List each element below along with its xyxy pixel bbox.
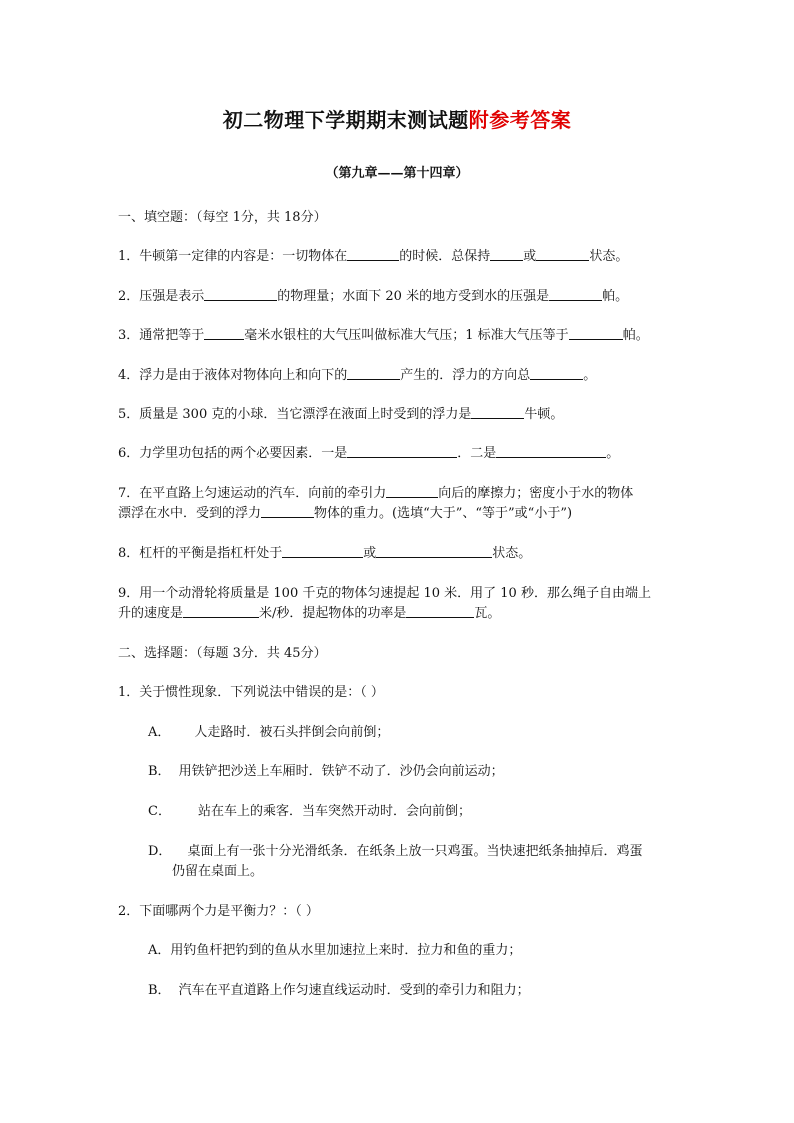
mc1-option-d: D． 桌面上有一张十分光滑纸条．在纸条上放一只鸡蛋。当快速把纸条抽掉后．鸡蛋 <box>148 844 643 859</box>
question-4: 4．浮力是由于液体对物体向上和向下的 产生的．浮力的方向总 。 <box>118 368 597 383</box>
mc2-stem: 2．下面哪两个力是平衡力？：（ ） <box>118 904 319 919</box>
answer-blank <box>282 544 363 558</box>
answer-blank <box>569 326 623 340</box>
section1-header: 一、填空题：（每空 1分，共 18分） <box>118 210 327 225</box>
question-6: 6．力学里功包括的两个必要因素．一是 ．二是 。 <box>118 446 620 461</box>
answer-blank <box>261 504 314 518</box>
mc1-option-c: C． 站在车上的乘客．当车突然开动时．会向前倒； <box>148 804 471 819</box>
answer-blank <box>386 484 438 498</box>
question-1: 1．牛顿第一定律的内容是：一切物体在 的时候．总保持 或 状态。 <box>118 249 629 264</box>
mc2-option-b: B． 汽车在平直道路上作匀速直线运动时．受到的牵引力和阻力； <box>148 983 530 998</box>
option-letter: B． <box>148 764 171 779</box>
answer-blank <box>406 604 474 618</box>
section2-header: 二、选择题：（每题 3分．共 45分） <box>118 646 327 661</box>
mc1-option-a: A． 人走路时．被石头拌倒会向前倒； <box>148 725 390 740</box>
question-3: 3．通常把等于 毫米水银柱的大气压叫做标准大气压；1 标准大气压等于 帕。 <box>118 328 649 343</box>
chapter-range: （第九章——第十四章） <box>325 166 469 181</box>
answer-blank <box>347 247 399 261</box>
answer-blank <box>536 247 589 261</box>
page-title <box>0 104 794 133</box>
mc1-stem: 1．关于惯性现象．下列说法中错误的是：（ ） <box>118 685 384 700</box>
mc1-option-d-cont: 仍留在桌面上。 <box>172 864 264 879</box>
question-2: 2．压强是表示 的物理量；水面下 20 米的地方受到水的压强是 帕。 <box>118 289 629 304</box>
question-7-line2: 漂浮在水中．受到的浮力 物体的重力。(选填“大于”、“等于”或“小于”) <box>118 506 573 521</box>
question-5: 5．质量是 300 克的小球．当它漂浮在液面上时受到的浮力是 牛顿。 <box>118 407 564 422</box>
answer-blank <box>376 544 492 558</box>
option-letter: B． <box>148 983 171 998</box>
answer-blank <box>496 444 606 458</box>
answer-blank <box>490 247 523 261</box>
option-letter: C． <box>148 804 171 819</box>
answer-blank <box>204 287 277 301</box>
question-9-line2: 升的速度是 米/秒．提起物体的功率是 瓦。 <box>118 606 501 621</box>
answer-blank <box>530 366 583 380</box>
question-7-line1: 7．在平直路上匀速运动的汽车．向前的牵引力 向后的摩擦力；密度小于水的物体 <box>118 486 634 501</box>
option-letter: D． <box>148 844 172 859</box>
title-main: 初二物理下学期期末测试题 <box>222 108 469 132</box>
mc2-option-a: A．用钓鱼杆把钓到的鱼从水里加速拉上来时．拉力和鱼的重力； <box>148 943 522 958</box>
question-9-line1: 9．用一个动滑轮将质量是 100 千克的物体匀速提起 10 米．用了 10 秒．那么绳子自由端上 <box>118 586 651 601</box>
answer-blank <box>347 444 457 458</box>
title-highlight: 附参考答案 <box>468 108 572 132</box>
answer-blank <box>471 405 524 419</box>
answer-blank <box>549 287 602 301</box>
answer-blank <box>347 366 400 380</box>
option-letter: A． <box>148 725 171 740</box>
question-8: 8．杠杆的平衡是指杠杆处于 或 状态。 <box>118 546 532 561</box>
mc1-option-b: B． 用铁铲把沙送上车厢时．铁铲不动了．沙仍会向前运动； <box>148 764 504 779</box>
answer-blank <box>183 604 259 618</box>
answer-blank <box>204 326 244 340</box>
